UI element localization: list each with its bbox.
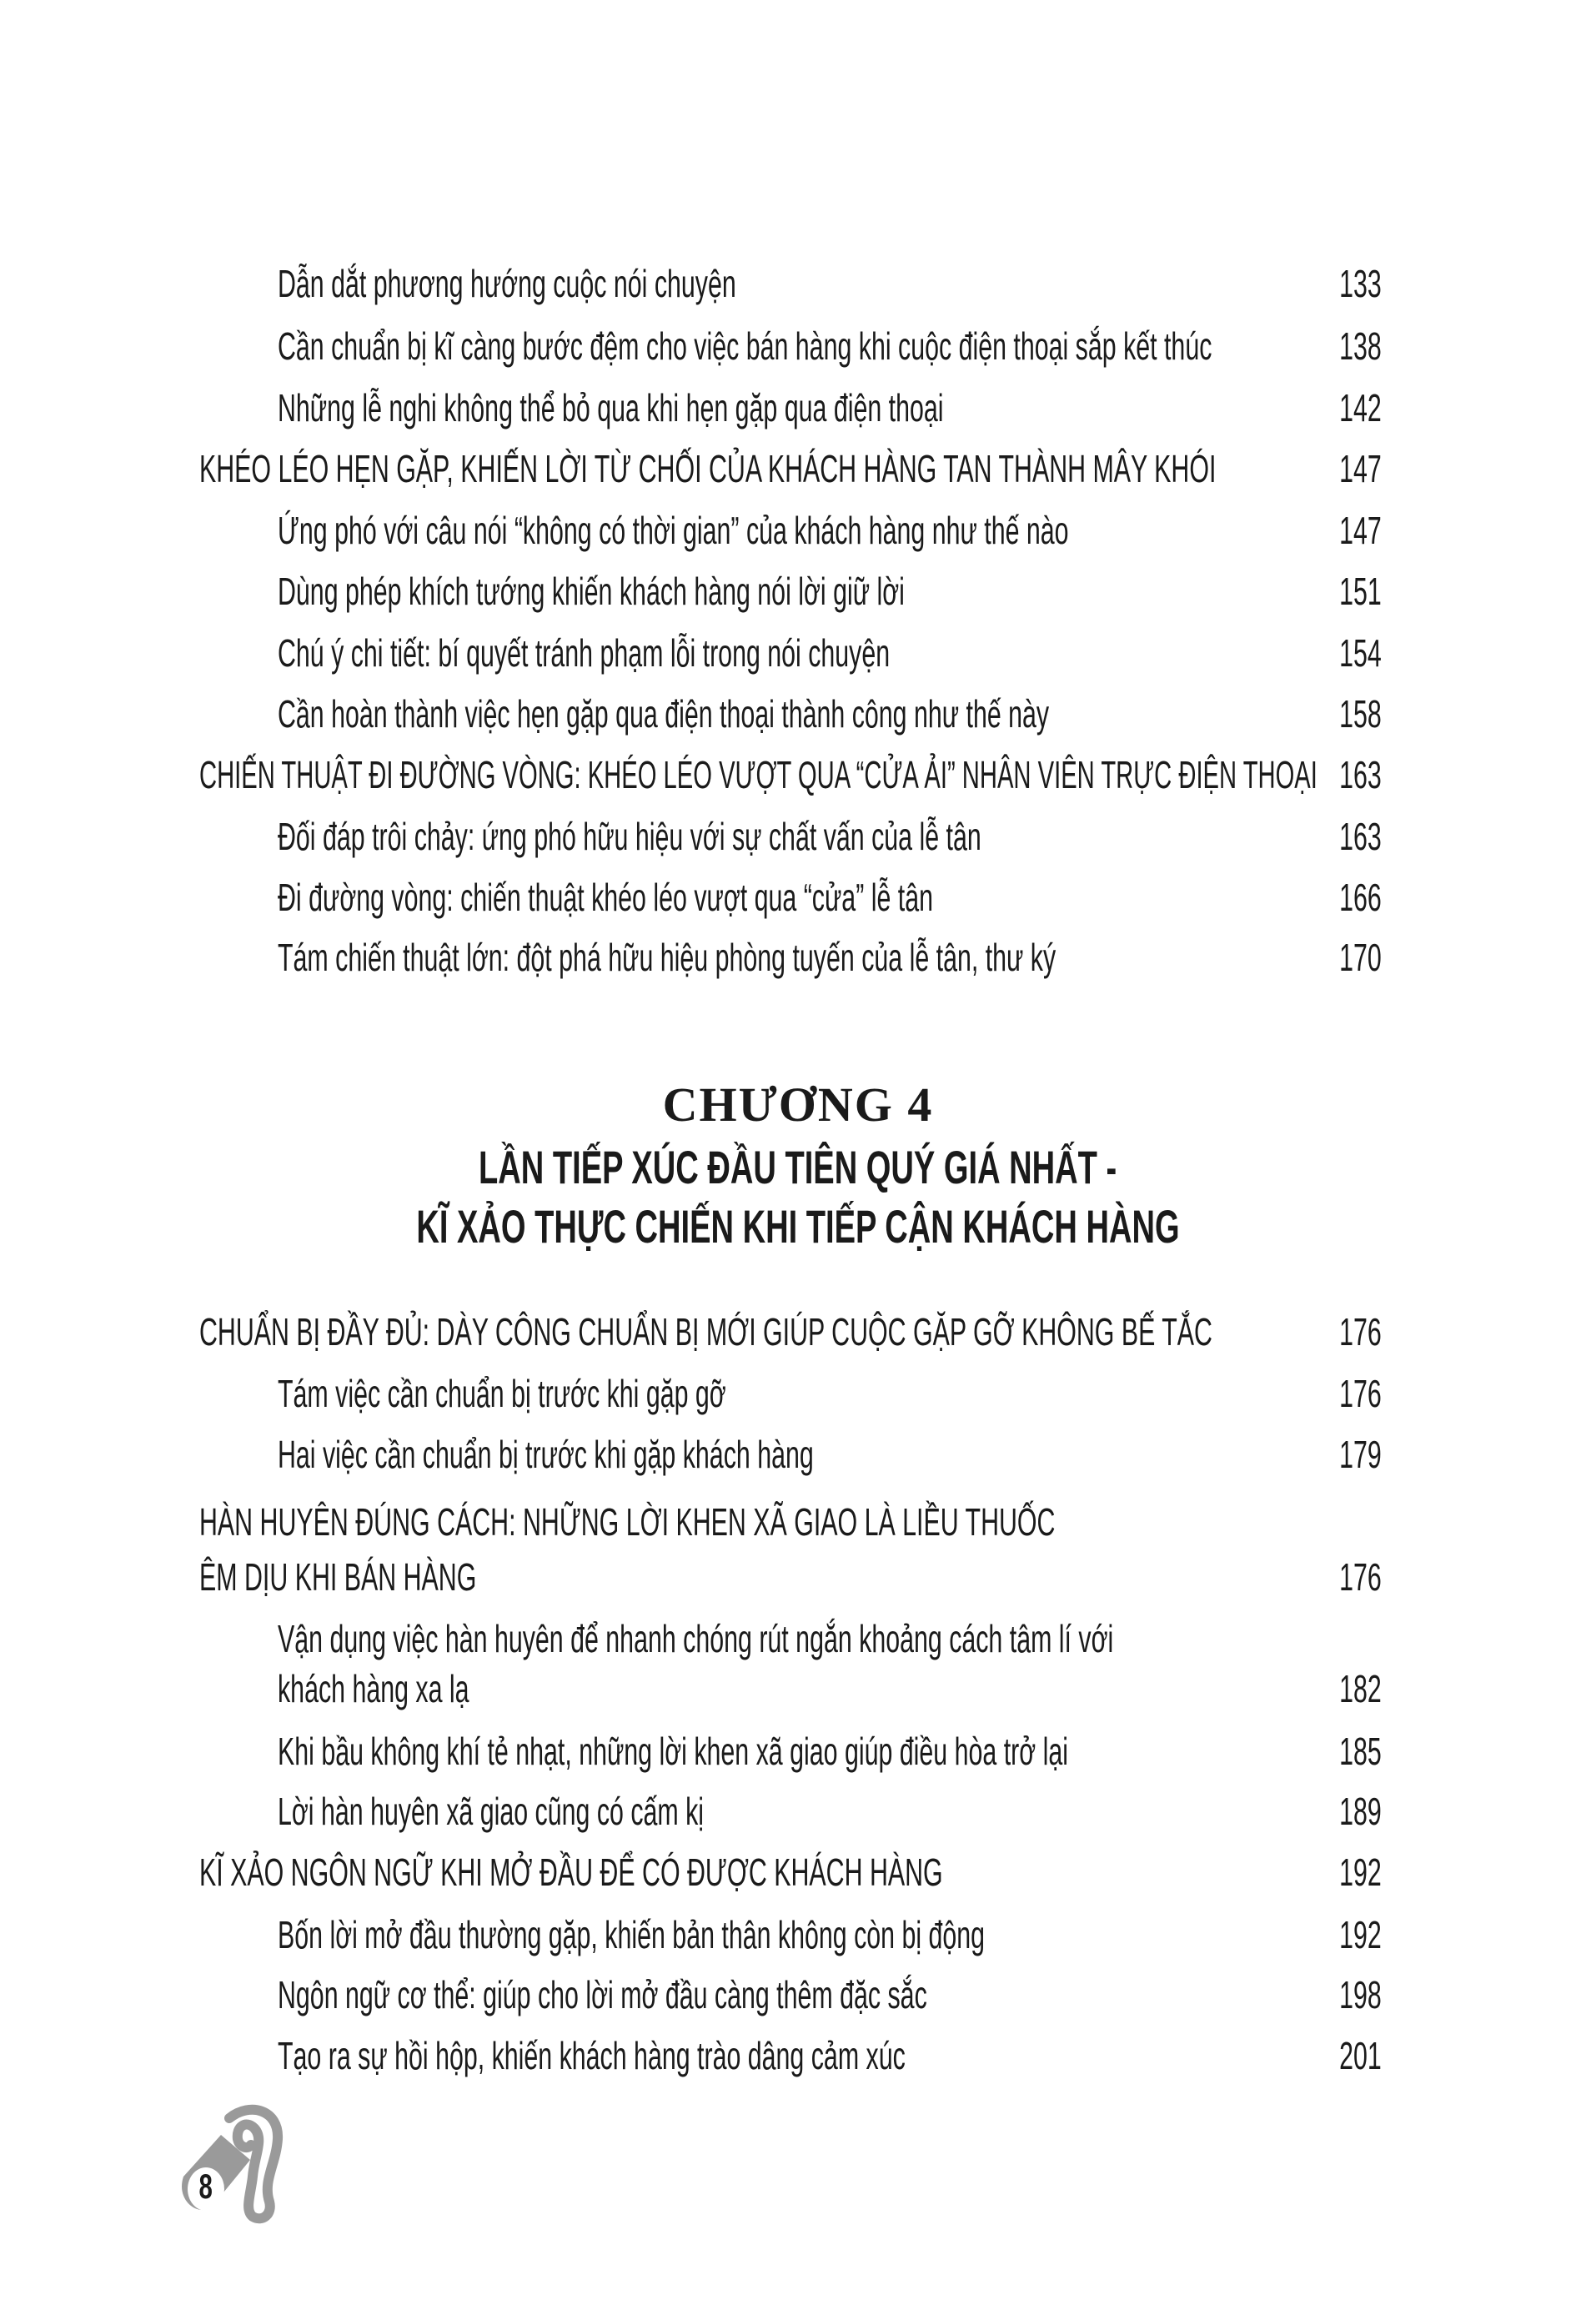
- entry-title: khách hàng xa lạ: [278, 1667, 469, 1710]
- entry-title: Tám việc cần chuẩn bị trước khi gặp gỡ: [278, 1372, 726, 1415]
- entry-page: 189: [1339, 1790, 1382, 1833]
- chapter-title-text: LẦN TIẾP XÚC ĐẦU TIÊN QUÝ GIÁ NHẤT -: [479, 1141, 1117, 1193]
- phone-tag-icon: [171, 2102, 288, 2227]
- chapter-title-text: KĨ XẢO THỰC CHIẾN KHI TIẾP CẬN KHÁCH HÀNG: [416, 1200, 1180, 1253]
- toc-entry: [0, 1904, 1596, 1966]
- section-title: KHÉO LÉO HẸN GẶP, KHIẾN LỜI TỪ CHỐI CỦA KHÁCH HÀNG TAN THÀNH MÂY KHÓI: [199, 447, 1217, 490]
- entry-page: 170: [1339, 936, 1382, 979]
- toc-entry: [0, 927, 1596, 988]
- toc-entry: [0, 683, 1596, 745]
- entry-page: 192: [1339, 1851, 1382, 1894]
- toc-section: [0, 744, 1596, 806]
- toc-section: [0, 1841, 1596, 1903]
- entry-page: 158: [1339, 692, 1382, 736]
- toc-entry: [0, 315, 1596, 377]
- toc-entry: [0, 806, 1596, 867]
- section-title: KĨ XẢO NGÔN NGỮ KHI MỞ ĐẦU ĐỂ CÓ ĐƯỢC KHÁCH HÀNG: [199, 1851, 943, 1894]
- toc-entry: [0, 866, 1596, 928]
- entry-title: Khi bầu không khí tẻ nhạt, những lời khen xã giao giúp điều hòa trở lại: [278, 1730, 1068, 1773]
- toc-section: [0, 438, 1596, 500]
- entry-page: 147: [1339, 447, 1382, 490]
- entry-page: 147: [1339, 509, 1382, 552]
- entry-title: Cần hoàn thành việc hẹn gặp qua điện thoại thành công như thế này: [278, 692, 1050, 736]
- entry-title: Vận dụng việc hàn huyên để nhanh chóng rút ngắn khoảng cách tâm lí với: [278, 1617, 1114, 1660]
- page-number: 8: [198, 2167, 213, 2206]
- entry-page: 182: [1339, 1667, 1382, 1710]
- section-title: ÊM DỊU KHI BÁN HÀNG: [199, 1555, 477, 1599]
- toc-section: [0, 1301, 1596, 1363]
- toc-entry: [0, 1964, 1596, 2026]
- entry-title: Cần chuẩn bị kĩ càng bước đệm cho việc bán hàng khi cuộc điện thoại sắp kết thúc: [278, 324, 1212, 368]
- entry-title: Tạo ra sự hồi hộp, khiến khách hàng trào dâng cảm xúc: [278, 2034, 906, 2077]
- toc-entry-continued: [0, 1658, 1596, 1720]
- entry-title: Đi đường vòng: chiến thuật khéo léo vượt qua “cửa” lễ tân: [278, 876, 934, 919]
- entry-title: Dẫn dắt phương hướng cuộc nói chuyện: [278, 262, 736, 305]
- entry-title: Dùng phép khích tướng khiến khách hàng nói lời giữ lời: [278, 570, 905, 613]
- entry-page: 192: [1339, 1913, 1382, 1956]
- entry-title: Chú ý chi tiết: bí quyết tránh phạm lỗi trong nói chuyện: [278, 631, 891, 675]
- entry-page: 201: [1339, 2034, 1382, 2077]
- toc-entry: [0, 1363, 1596, 1424]
- entry-page: 179: [1339, 1433, 1382, 1476]
- toc-section-continued: [0, 1546, 1596, 1608]
- toc-entry: [0, 253, 1596, 314]
- entry-page: 142: [1339, 386, 1382, 429]
- toc-entry: [0, 2025, 1596, 2087]
- chapter-label: CHƯƠNG 4: [662, 1077, 934, 1132]
- entry-title: Hai việc cần chuẩn bị trước khi gặp khách hàng: [278, 1433, 814, 1476]
- page-number-badge: [171, 2102, 288, 2227]
- toc-entry: [0, 560, 1596, 622]
- chapter-title-line2: [0, 1198, 1596, 1256]
- entry-page: 185: [1339, 1730, 1382, 1773]
- entry-page: 176: [1339, 1310, 1382, 1353]
- chapter-title-line1: [0, 1138, 1596, 1197]
- entry-title: Lời hàn huyên xã giao cũng có cấm kị: [278, 1790, 705, 1833]
- entry-page: 163: [1339, 815, 1382, 858]
- toc-entry: [0, 377, 1596, 439]
- section-title: HÀN HUYÊN ĐÚNG CÁCH: NHỮNG LỜI KHEN XÃ GIAO LÀ LIỀU THUỐC: [199, 1500, 1056, 1544]
- entry-title: Bốn lời mở đầu thường gặp, khiến bản thân không còn bị động: [278, 1913, 986, 1956]
- toc-entry: [0, 500, 1596, 561]
- section-title: CHIẾN THUẬT ĐI ĐƯỜNG VÒNG: KHÉO LÉO VƯỢT QUA “CỬA ẢI” NHÂN VIÊN TRỰC ĐIỆN THOẠI: [199, 753, 1317, 796]
- entry-page: 198: [1339, 1973, 1382, 2016]
- entry-title: Ứng phó với câu nói “không có thời gian” của khách hàng như thế nào: [278, 509, 1069, 552]
- entry-page: 154: [1339, 631, 1382, 675]
- entry-page: 138: [1339, 324, 1382, 368]
- entry-title: Ngôn ngữ cơ thể: giúp cho lời mở đầu càng thêm đặc sắc: [278, 1973, 927, 2016]
- toc-section: [0, 1491, 1596, 1553]
- entry-title: Đối đáp trôi chảy: ứng phó hữu hiệu với sự chất vấn của lễ tân: [278, 815, 981, 858]
- toc-entry: [0, 622, 1596, 684]
- toc-entry: [0, 1780, 1596, 1842]
- entry-page: 176: [1339, 1372, 1382, 1415]
- toc-entry: [0, 1424, 1596, 1485]
- entry-page: 133: [1339, 262, 1382, 305]
- toc-entry: [0, 1720, 1596, 1782]
- entry-title: Tám chiến thuật lớn: đột phá hữu hiệu phòng tuyến của lễ tân, thư ký: [278, 936, 1056, 979]
- entry-page: 163: [1339, 753, 1382, 796]
- entry-title: Những lễ nghi không thể bỏ qua khi hẹn gặp qua điện thoại: [278, 386, 944, 429]
- entry-page: 151: [1339, 570, 1382, 613]
- entry-page: 166: [1339, 876, 1382, 919]
- entry-page: 176: [1339, 1555, 1382, 1599]
- section-title: CHUẨN BỊ ĐẦY ĐỦ: DÀY CÔNG CHUẨN BỊ MỚI GIÚP CUỘC GẶP GỠ KHÔNG BẾ TẮC: [199, 1310, 1212, 1353]
